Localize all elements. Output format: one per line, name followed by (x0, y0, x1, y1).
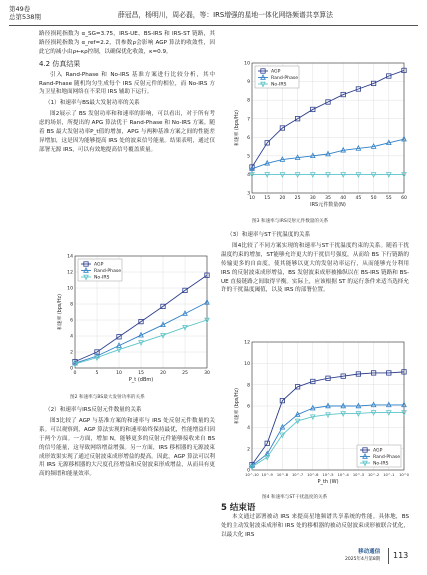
legend-label: AGP (373, 448, 383, 454)
footer-journal: 移动通信 (358, 549, 381, 555)
page-number: 113 (393, 551, 409, 560)
y-tick-label: 8 (247, 383, 250, 389)
paragraph-1: 路径损耗指数为 α_SG=3.75，IRS-UE、BS-IRS 和 IRS-ST 链路，其路径损耗指数为 α_ref=2.2，罚参数ρ会影响 AGP 算法的收敛性，因此它的减小由ρ←κρ控制，以确保优化收敛，κ=0.9。 (39, 31, 215, 55)
y-tick-label: 5 (247, 154, 250, 160)
left-column-bottom (39, 404, 215, 479)
legend-label: No-IRS (94, 275, 110, 281)
y-axis-label: 和速率 (bps/Hz) (235, 110, 240, 146)
legend-label: Rand-Phase (94, 269, 122, 275)
footer-journal-block (345, 549, 380, 563)
x-tick-label: 10^-10 (245, 473, 259, 477)
y-tick-label: 10 (244, 61, 250, 67)
figure-3-caption: 图3 和速率与IRS反射元件数量的关系 (252, 219, 329, 224)
x-tick-label: 15 (264, 196, 271, 201)
y-tick-label: 9 (247, 80, 250, 86)
x-tick-label: 10^-2 (368, 473, 380, 477)
paragraph-5: 图4比较了不同方案实现的和速率与ST干扰温度约束的关系。随着干扰温度约束的增加，ST能够允许更大的干扰信号强度，从而给 BS 下行链路的传输更多的自由度，使其能够以更大的发射功率运行，从而能够充分利用 IRS 的反射波束成形增益，BS 发射波束成形被操纵以在 BS-IRS 链路和 BS-UE 直接链路之间取得平衡。实际上，应该根据 ST 的运行条件来适当选择允许的干扰温度阈值，以及 IRS 的部署位置。 (221, 242, 409, 294)
x-tick-label: 20 (160, 371, 166, 376)
legend-label: No-IRS (373, 461, 389, 467)
y-tick-label: 4 (247, 425, 250, 431)
x-axis-label: P_th (W) (317, 479, 339, 485)
figure-2-chart (45, 250, 215, 392)
subsection-3-heading: （3）和速率与ST干扰温度的关系 (227, 232, 311, 238)
volume-info (9, 5, 41, 21)
x-tick-label: 35 (325, 196, 331, 201)
y-tick-label: 4 (247, 173, 250, 179)
x-tick-label: 10^0 (399, 473, 409, 477)
subsection-1-heading: （1）和速率与BS最大发射功率的关系 (45, 100, 140, 107)
paragraph-6: 本文通过部署被动 IRS 来提高星地频谱共享系统的性能。具体地，BS 处的主动发射波束成形和 IRS 处的移相器的被动反射波束成形被联合优化，以最大化 IRS (221, 513, 409, 538)
x-tick-label: 40 (340, 196, 347, 201)
paragraph-4: 图3比较了 AGP 与基准方案的和速率与 IRS 处反射元件数量的关系。可以观察到，AGP 算法实现的和速率始终保持最优，性能增益归因于两个方面。一方面，增加 N，能够更多的反射元件能够接收来自 BS 的信号能量，这导致网络增益增强。另一方面，IRS 移相器的无源波束成形效果实现了通过反射波束成形增益的提高。因此，AGP 算法可以利用 IRS 无源移相器的大尺度孔径增益和反射波束形成增益，从而具有更高的频谱和能量效率。 (39, 417, 215, 478)
x-tick-label: 15 (138, 371, 144, 376)
x-tick-label: 25 (294, 196, 301, 201)
x-tick-label: 10^-4 (337, 473, 349, 477)
y-tick-label: 8 (70, 302, 73, 308)
y-tick-label: 8 (247, 98, 250, 104)
x-tick-label: 10^-9 (261, 473, 273, 477)
right-column-middle (221, 229, 409, 295)
running-title: 薛冠昌，杨明川，周必磊，等：IRS增强的星地一体化网络频谱共享算法 (118, 11, 333, 19)
x-tick-label: 60 (401, 196, 407, 201)
section-5-heading: 5 结束语 (221, 503, 256, 513)
x-tick-label: 10 (249, 196, 255, 201)
y-axis-label: 和速率 (bps/Hz) (58, 294, 63, 330)
paragraph-2: 引入 Rand-Phase 和 No-IRS 基准方案进行比较分析，其中 Rand-Phase 随机均匀生成每个 IRS 反射元件的相位，而 No-IRS 方为卫星和地面网络在不采用 IRS 辅助下运行。 (39, 71, 215, 96)
x-tick-label: 50 (370, 196, 377, 201)
legend-label: No-IRS (271, 82, 287, 88)
x-tick-label: 20 (279, 196, 286, 201)
issue-total: 总第538期 (9, 13, 41, 21)
paragraph-3: 图2展示了 BS 发射功率和和速率的影响，可以看出，对于所有考虑的场景，所提出的 APG 算法优于 Rand-Phase 和 No-IRS 方案。随着 BS 最大发射功率P_t值的增加，APG 与两种基准方案之间的性能差异增加，这是因为能够提高 IRS 处的波束信号能量。结果表明，通过仅部署无源 IRS，可以有效地提高信号覆盖质量。 (39, 111, 215, 153)
y-tick-label: 7 (247, 117, 250, 123)
footer-date: 2025年4月第8期 (345, 557, 381, 562)
figure-3-chart (222, 57, 412, 217)
y-tick-label: 2 (247, 447, 250, 453)
legend-label: AGP (271, 69, 281, 75)
y-tick-label: 6 (247, 404, 250, 410)
y-tick-label: 0 (247, 468, 250, 474)
y-tick-label: 10 (67, 286, 73, 292)
y-tick-label: 10 (244, 361, 250, 367)
footer-divider (388, 548, 389, 564)
y-tick-label: 4 (70, 334, 73, 340)
y-tick-label: 14 (67, 254, 73, 260)
y-tick-label: 6 (70, 318, 73, 324)
y-axis-label: 和速率 (bps/Hz) (235, 388, 240, 424)
x-tick-label: 5 (95, 371, 99, 376)
x-tick-label: 30 (204, 371, 210, 376)
figure-4-caption: 图4 和速率与ST干扰温度的关系 (262, 495, 328, 500)
x-tick-label: 10^-3 (352, 473, 364, 477)
x-tick-label: 25 (182, 371, 188, 376)
x-tick-label: 55 (385, 196, 392, 201)
legend-label: Rand-Phase (373, 455, 401, 461)
x-tick-label: 10^-7 (292, 473, 304, 477)
y-tick-label: 3 (247, 191, 250, 197)
legend-label: AGP (94, 262, 104, 268)
y-tick-label: 2 (70, 350, 73, 356)
x-tick-label: 45 (355, 196, 362, 201)
figure-2-caption: 图2 和速率与BS最大发射功率的关系 (70, 395, 145, 400)
y-tick-label: 12 (67, 270, 73, 276)
y-tick-label: 6 (247, 135, 250, 141)
y-tick-label: 12 (244, 340, 250, 346)
left-column-top (39, 30, 215, 155)
x-tick-label: 10^-5 (322, 473, 334, 477)
x-axis-label: P_t (dBm) (128, 377, 154, 383)
x-tick-label: 10^-8 (276, 473, 288, 477)
section-4-2-heading: 4.2 仿真结果 (39, 59, 81, 68)
x-tick-label: 10^-6 (307, 473, 319, 477)
volume-number: 第49卷 (9, 5, 31, 13)
subsection-2-heading: （2）和速率与IRS反射元件数量的关系 (45, 407, 142, 413)
x-tick-label: 10 (116, 371, 122, 376)
right-column-bottom (221, 504, 409, 540)
x-tick-label: 0 (73, 371, 77, 376)
x-tick-label: 30 (309, 196, 316, 201)
x-tick-label: 10^-1 (383, 473, 395, 477)
figure-4-chart (222, 336, 412, 494)
header-rule (9, 25, 418, 26)
x-axis-label: IRS元件数量(N) (310, 202, 346, 208)
legend-label: Rand-Phase (271, 76, 299, 82)
y-tick-label: 0 (70, 366, 73, 372)
